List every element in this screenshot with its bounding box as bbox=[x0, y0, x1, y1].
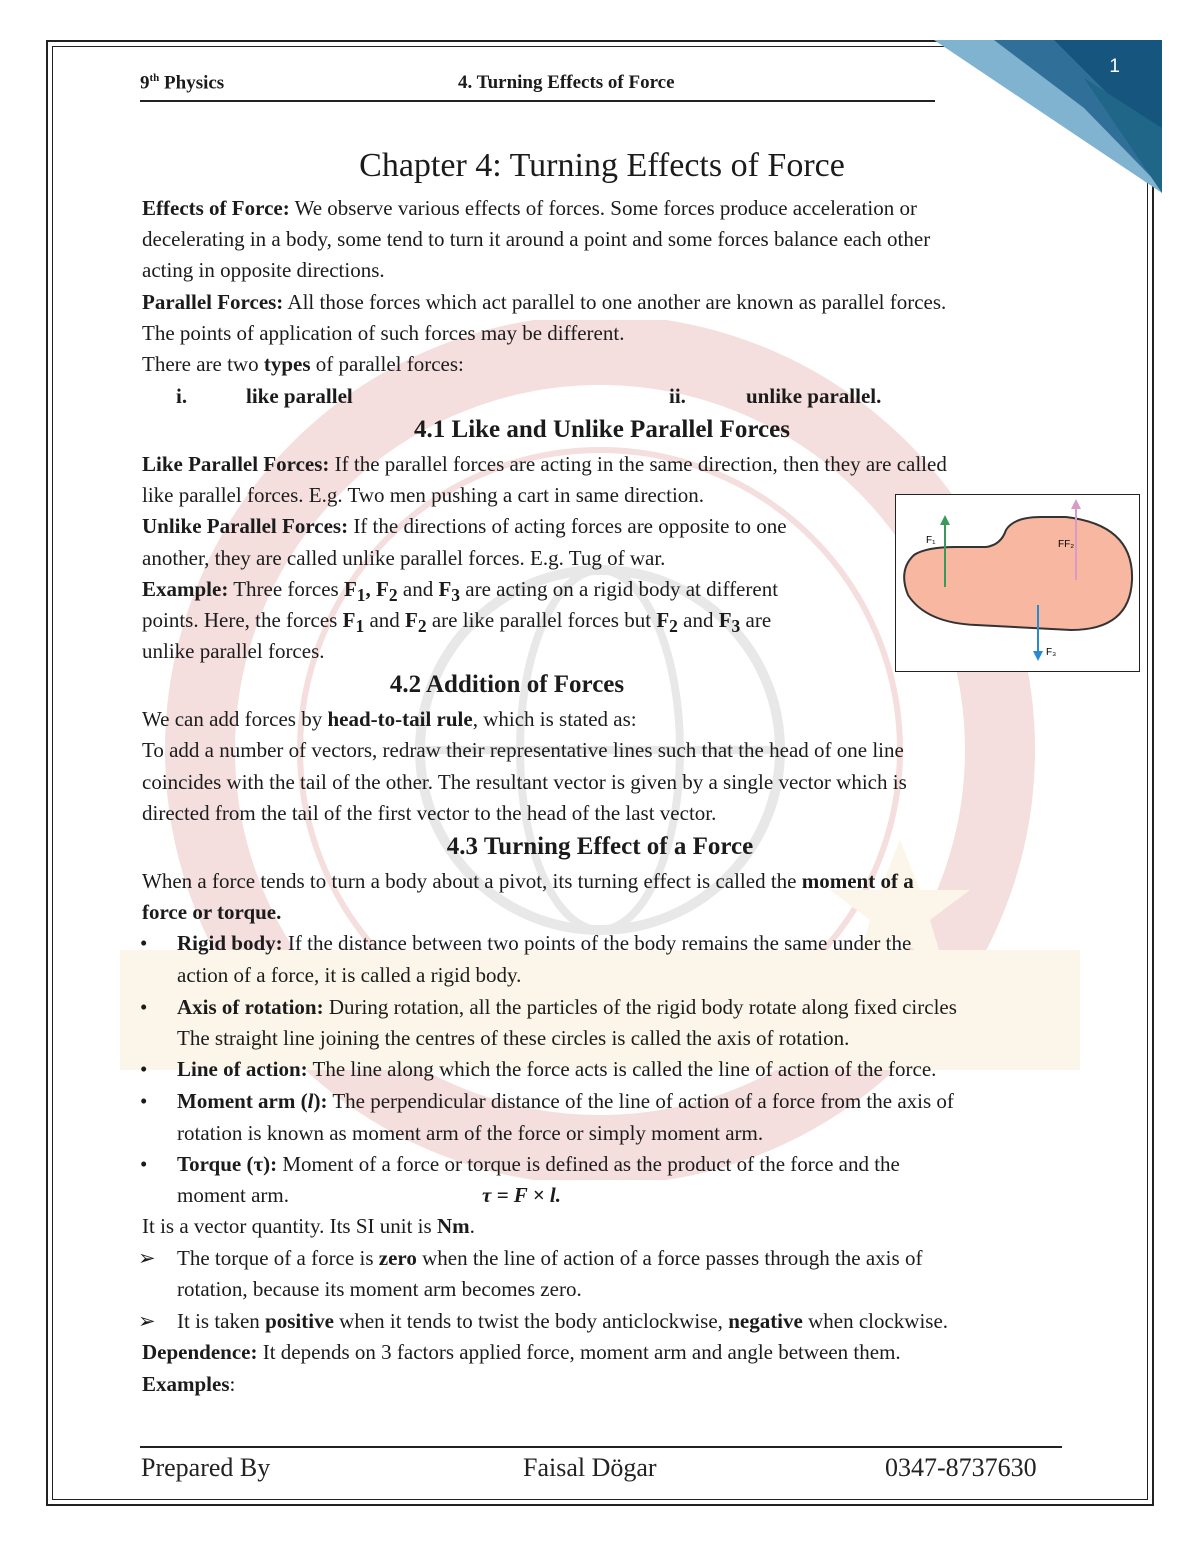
type-item-1: i. bbox=[176, 384, 188, 408]
parallel-forces-figure bbox=[895, 494, 1140, 672]
parallel-line-1: Parallel Forces: All those forces which act parallel to one another are known as parallel forces. bbox=[142, 290, 947, 314]
rigid-body-line-1: Rigid body: If the distance between two points of the body remains the same under the bbox=[177, 931, 912, 955]
dependence-line: Dependence: It depends on 3 factors applied force, moment arm and angle between them. bbox=[142, 1340, 901, 1364]
effects-line-3: acting in opposite directions. bbox=[142, 258, 385, 282]
addition-line-4: directed from the tail of the first vector to the head of the last vector. bbox=[142, 801, 717, 825]
header-chapter: 4. Turning Effects of Force bbox=[458, 72, 675, 93]
example-line-2: points. Here, the forces $F_1$ and $F_2$ are like parallel forces but $F_2$ and $F_3$ are bbox=[142, 608, 772, 637]
torque-line-2: moment arm. bbox=[177, 1183, 289, 1207]
axis-line-2: The straight line joining the centres of these circles is called the axis of rotation. bbox=[177, 1026, 850, 1050]
example-line-1: Example: Three forces $F_1$, $F_2$ and $F_3$ are acting on a rigid body at different bbox=[142, 577, 779, 606]
footer-rule bbox=[140, 1446, 1062, 1448]
torque-line-1: Torque (τ): Moment of a force or torque is defined as the product of the force and the bbox=[177, 1152, 900, 1176]
f1-label: F₁ bbox=[926, 535, 936, 546]
f3-arrowhead bbox=[1033, 651, 1043, 661]
turning-intro-1: When a force tends to turn a body about a pivot, its turning effect is called the moment of a bbox=[142, 869, 914, 893]
moment-arm-line-1: Moment arm (l): The perpendicular distance of the line of action of a force from the axis of bbox=[177, 1089, 954, 1113]
page-number: 1 bbox=[1109, 56, 1120, 77]
vector-quantity-line: It is a vector quantity. Its SI unit is Nm. bbox=[142, 1214, 475, 1238]
axis-line-1: Axis of rotation: During rotation, all the particles of the rigid body rotate along fixed circles bbox=[177, 995, 957, 1019]
f2-arrowhead bbox=[1071, 499, 1081, 509]
addition-line-3: coincides with the tail of the other. The resultant vector is given by a single vector which is bbox=[142, 770, 907, 794]
like-line-2: like parallel forces. E.g. Two men pushing a cart in same direction. bbox=[142, 483, 705, 507]
f2-label: FF₂ bbox=[1058, 539, 1075, 550]
parallel-line-2: The points of application of such forces may be different. bbox=[142, 321, 625, 345]
addition-line-1: We can add forces by head-to-tail rule, which is stated as: bbox=[142, 707, 637, 731]
type-item-1-label: like parallel bbox=[246, 384, 353, 408]
unlike-line-2: another, they are called unlike parallel forces. E.g. Tug of war. bbox=[142, 546, 666, 570]
type-item-2: ii. bbox=[669, 384, 686, 408]
examples-label: Examples: bbox=[142, 1372, 236, 1396]
footer-prepared-by: Prepared By bbox=[141, 1453, 271, 1482]
footer-phone: 0347-8737630 bbox=[885, 1453, 1037, 1482]
footer-author: Faisal Dögar bbox=[523, 1453, 657, 1482]
section-4-1-heading: 4.1 Like and Unlike Parallel Forces bbox=[414, 416, 790, 443]
arrow-bullet-icon: ➢ bbox=[138, 1309, 156, 1333]
effects-line-1: Effects of Force: We observe various effects of forces. Some forces produce acceleration or bbox=[142, 196, 917, 220]
turning-intro-2: force or torque. bbox=[142, 900, 282, 924]
f3-label: F₃ bbox=[1046, 647, 1057, 658]
running-header bbox=[140, 70, 935, 102]
type-item-2-label: unlike parallel. bbox=[746, 384, 882, 408]
header-class: 9th Physics bbox=[140, 72, 225, 94]
rigid-body-shape bbox=[904, 517, 1132, 630]
line-of-action: Line of action: The line along which the force acts is called the line of action of the force. bbox=[177, 1057, 937, 1081]
bullet-dot: • bbox=[140, 995, 148, 1019]
effects-line-2: decelerating in a body, some tend to turn it around a point and some forces balance each other bbox=[142, 227, 931, 251]
bullet-dot: • bbox=[140, 1089, 148, 1113]
like-line-1: Like Parallel Forces: If the parallel forces are acting in the same direction, then they are called bbox=[142, 452, 947, 476]
rigid-body-diagram bbox=[896, 495, 1139, 671]
chapter-title: Chapter 4: Turning Effects of Force bbox=[359, 147, 845, 184]
zero-torque-line-2: rotation, because its moment arm becomes zero. bbox=[177, 1277, 582, 1301]
moment-arm-line-2: rotation is known as moment arm of the force or simply moment arm. bbox=[177, 1121, 764, 1145]
unlike-line-1: Unlike Parallel Forces: If the directions of acting forces are opposite to one bbox=[142, 514, 787, 538]
section-4-2-heading: 4.2 Addition of Forces bbox=[389, 671, 625, 698]
bullet-dot: • bbox=[140, 1152, 148, 1176]
example-line-3: unlike parallel forces. bbox=[142, 639, 325, 663]
bullet-dot: • bbox=[140, 931, 148, 955]
zero-torque-line-1: The torque of a force is zero when the line of action of a force passes through the axis of bbox=[177, 1246, 923, 1270]
addition-line-2: To add a number of vectors, redraw their representative lines such that the head of one line bbox=[142, 738, 904, 762]
section-4-3-heading: 4.3 Turning Effect of a Force bbox=[446, 833, 754, 860]
f1-arrowhead bbox=[940, 515, 950, 525]
torque-formula: τ = F × l. bbox=[482, 1183, 561, 1207]
arrow-bullet-icon: ➢ bbox=[138, 1246, 156, 1270]
types-line: There are two types of parallel forces: bbox=[142, 352, 464, 376]
rigid-body-line-2: action of a force, it is called a rigid body. bbox=[177, 963, 522, 987]
sign-convention-line: It is taken positive when it tends to twist the body anticlockwise, negative when clockwise. bbox=[177, 1309, 949, 1333]
bullet-dot: • bbox=[140, 1057, 148, 1081]
